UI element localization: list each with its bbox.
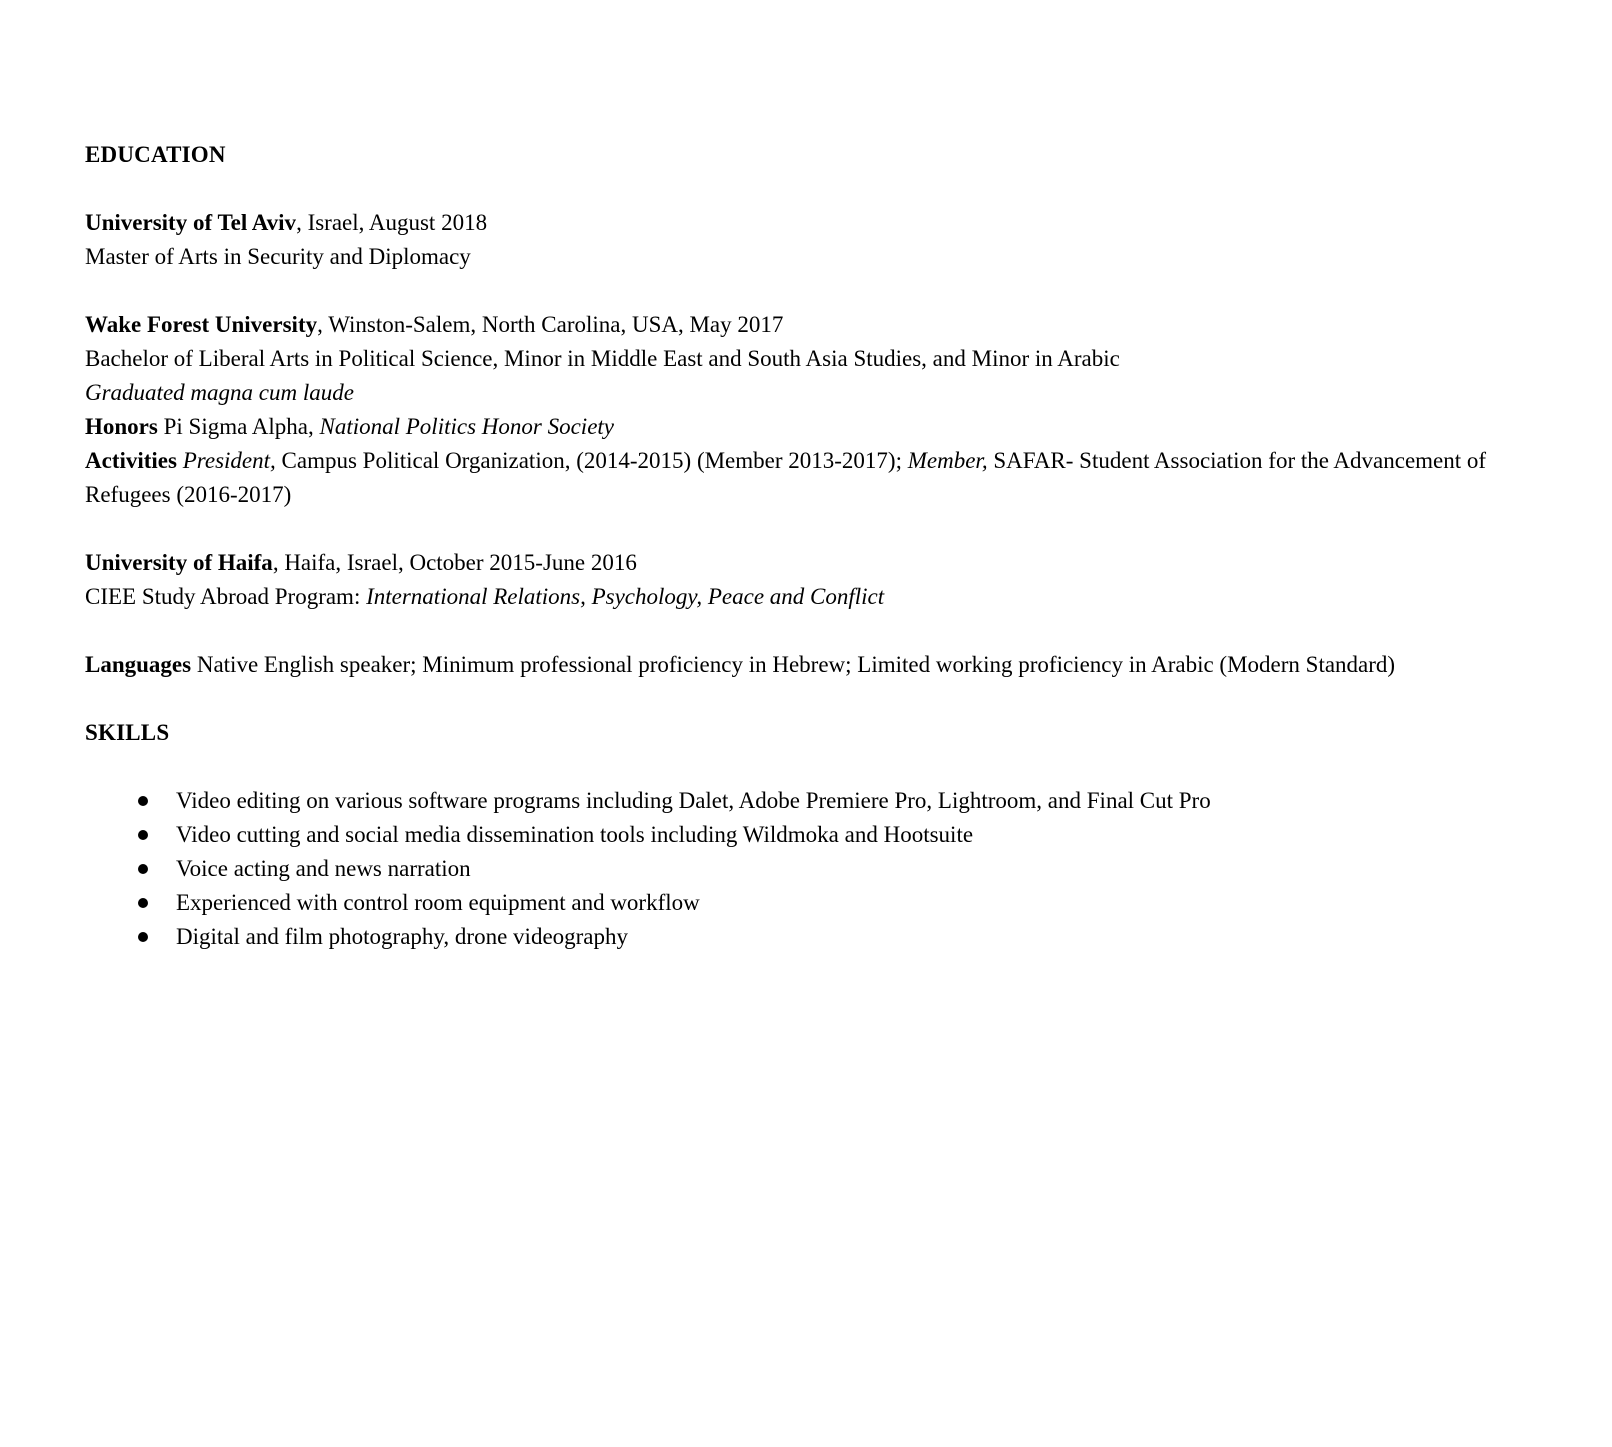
text-line: [85, 240, 1530, 274]
bullet-icon: [138, 898, 148, 908]
list-item-text: Experienced with control room equipment and workflow: [176, 890, 700, 915]
text-segment: SAFAR- Student Association for the Advancement of Refugees (2016-2017): [85, 448, 1487, 507]
document-content: [85, 138, 1530, 954]
text-line: [85, 410, 1530, 444]
section-skills: [85, 716, 1530, 954]
text-segment: Pi Sigma Alpha,: [157, 414, 320, 439]
section-heading-skills: SKILLS: [85, 720, 170, 745]
bullet-icon: [138, 796, 148, 806]
text-segment: , Winston-Salem, North Carolina, USA, May 2017: [317, 312, 784, 337]
list-item: [85, 818, 1530, 852]
text-line: [85, 342, 1530, 376]
text-segment: University of Haifa: [85, 550, 273, 575]
text-segment: , Haifa, Israel, October 2015-June 2016: [272, 550, 637, 575]
text-segment: Bachelor of Liberal Arts in Political Science, Minor in Middle East and South Asia Studies, and Minor in Arabic: [85, 346, 1120, 371]
list-item: [85, 852, 1530, 886]
text-segment: Master of Arts in Security and Diplomacy: [85, 244, 471, 269]
text-line: [85, 376, 1530, 410]
text-segment: Graduated magna cum laude: [85, 380, 354, 405]
bullet-icon: [138, 830, 148, 840]
list-item-text: Video cutting and social media dissemination tools including Wildmoka and Hootsuite: [176, 822, 974, 847]
text-line: [85, 206, 1530, 240]
list-item: [85, 920, 1530, 954]
list-item-text: Digital and film photography, drone videography: [176, 924, 629, 949]
section-heading-education: EDUCATION: [85, 142, 226, 167]
list-item: [85, 886, 1530, 920]
text-line: [85, 648, 1530, 682]
paragraph: [85, 206, 1530, 274]
text-segment: Wake Forest University: [85, 312, 318, 337]
text-segment: Native English speaker; Minimum professional proficiency in Hebrew; Limited working proficiency in Arabic (Modern Standard): [191, 652, 1396, 677]
list-item-text: Voice acting and news narration: [176, 856, 471, 881]
text-segment: , Israel, August 2018: [296, 210, 488, 235]
paragraph: [85, 648, 1530, 682]
text-segment: International Relations, Psychology, Peace and Conflict: [366, 584, 885, 609]
text-segment: Honors: [85, 414, 158, 439]
list-item-text: Video editing on various software programs including Dalet, Adobe Premiere Pro, Lightroom, and Final Cut Pro: [176, 788, 1211, 813]
text-segment: Activities: [85, 448, 177, 473]
text-line: [85, 580, 1530, 614]
text-segment: Languages: [85, 652, 192, 677]
paragraph: [85, 308, 1530, 512]
text-segment: National Politics Honor Society: [319, 414, 614, 439]
list-item: [85, 784, 1530, 818]
text-segment: President,: [182, 448, 276, 473]
text-segment: University of Tel Aviv: [85, 210, 297, 235]
bullet-list: [85, 784, 1530, 954]
bullet-icon: [138, 864, 148, 874]
text-segment: Member,: [907, 448, 988, 473]
text-line: [85, 308, 1530, 342]
section-education: [85, 138, 1530, 682]
text-segment: Campus Political Organization, (2014-2015) (Member 2013-2017);: [275, 448, 908, 473]
text-line: [85, 546, 1530, 580]
paragraph: [85, 546, 1530, 614]
text-line: [85, 444, 1530, 512]
bullet-icon: [138, 932, 148, 942]
text-segment: CIEE Study Abroad Program:: [85, 584, 367, 609]
